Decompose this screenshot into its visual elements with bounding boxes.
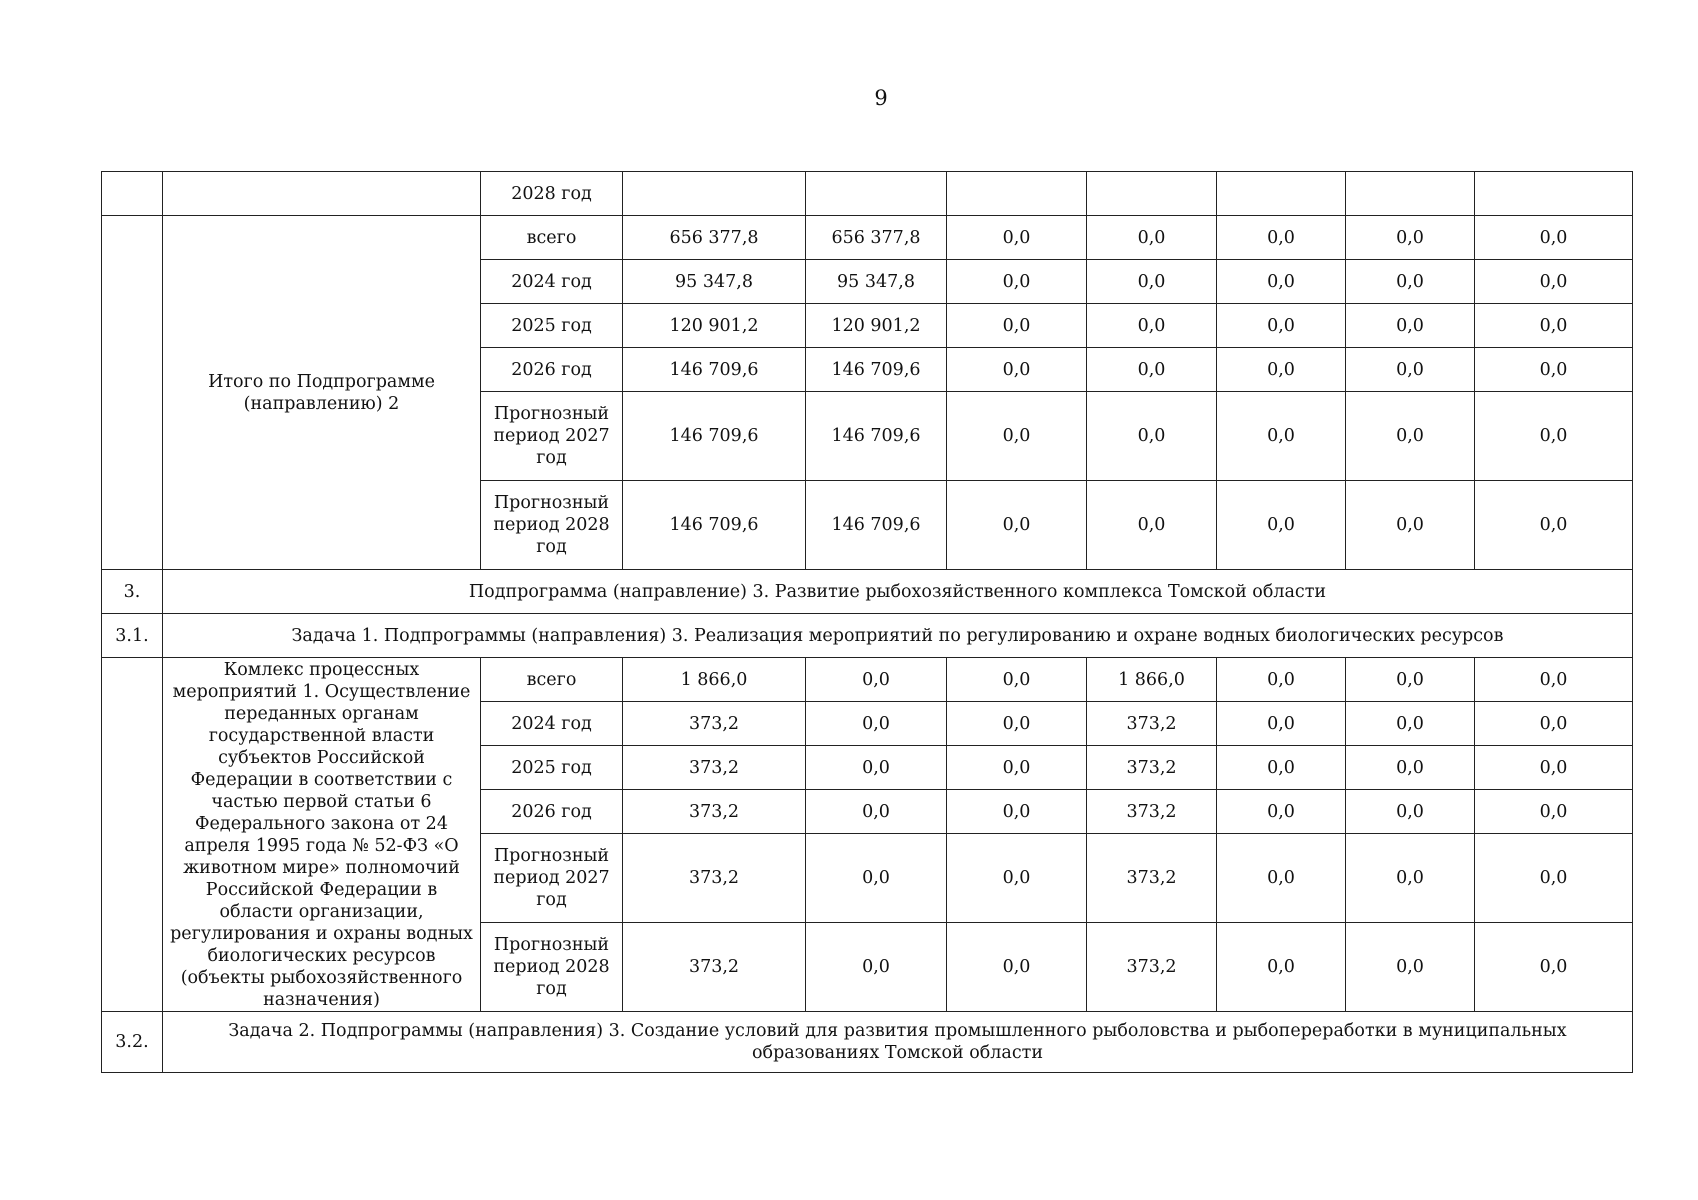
row-number-cell bbox=[102, 658, 163, 1012]
row-number-cell: 3.1. bbox=[102, 614, 163, 658]
value-cell: 0,0 bbox=[1346, 260, 1475, 304]
value-cell: 0,0 bbox=[947, 392, 1087, 481]
row-number-cell: 3. bbox=[102, 570, 163, 614]
value-cell: 0,0 bbox=[1087, 260, 1217, 304]
value-cell: 0,0 bbox=[947, 746, 1087, 790]
value-cell: 0,0 bbox=[1475, 923, 1633, 1012]
period-cell: 2025 год bbox=[481, 304, 623, 348]
value-cell: 0,0 bbox=[1475, 348, 1633, 392]
value-cell: 146 709,6 bbox=[623, 348, 806, 392]
value-cell bbox=[623, 172, 806, 216]
value-cell: 0,0 bbox=[947, 481, 1087, 570]
value-cell: 373,2 bbox=[623, 702, 806, 746]
value-cell: 656 377,8 bbox=[806, 216, 947, 260]
value-cell: 373,2 bbox=[623, 923, 806, 1012]
value-cell: 0,0 bbox=[1217, 834, 1346, 923]
value-cell: 0,0 bbox=[1217, 216, 1346, 260]
value-cell: 373,2 bbox=[623, 746, 806, 790]
value-cell: 0,0 bbox=[947, 923, 1087, 1012]
value-cell: 0,0 bbox=[947, 702, 1087, 746]
value-cell: 0,0 bbox=[1217, 790, 1346, 834]
value-cell: 0,0 bbox=[1475, 746, 1633, 790]
value-cell: 373,2 bbox=[1087, 702, 1217, 746]
value-cell: 0,0 bbox=[1087, 304, 1217, 348]
value-cell: 0,0 bbox=[1346, 348, 1475, 392]
value-cell bbox=[1087, 172, 1217, 216]
value-cell bbox=[947, 172, 1087, 216]
value-cell: 0,0 bbox=[1217, 260, 1346, 304]
value-cell bbox=[806, 172, 947, 216]
value-cell: 0,0 bbox=[1217, 481, 1346, 570]
value-cell: 0,0 bbox=[947, 304, 1087, 348]
row-number-cell: 3.2. bbox=[102, 1012, 163, 1073]
value-cell: 0,0 bbox=[1475, 658, 1633, 702]
value-cell: 0,0 bbox=[1346, 481, 1475, 570]
value-cell: 0,0 bbox=[806, 834, 947, 923]
value-cell: 373,2 bbox=[1087, 746, 1217, 790]
value-cell: 0,0 bbox=[1475, 392, 1633, 481]
period-cell: всего bbox=[481, 658, 623, 702]
period-cell: Прогнозный период 2028 год bbox=[481, 481, 623, 570]
value-cell: 0,0 bbox=[1346, 702, 1475, 746]
value-cell: 0,0 bbox=[1087, 392, 1217, 481]
period-cell: Прогнозный период 2027 год bbox=[481, 834, 623, 923]
table-row bbox=[102, 614, 1633, 658]
period-cell: 2026 год bbox=[481, 348, 623, 392]
value-cell: 0,0 bbox=[1217, 304, 1346, 348]
value-cell: 0,0 bbox=[1346, 304, 1475, 348]
value-cell: 0,0 bbox=[1217, 392, 1346, 481]
value-cell: 373,2 bbox=[1087, 834, 1217, 923]
value-cell: 0,0 bbox=[947, 790, 1087, 834]
period-cell: 2026 год bbox=[481, 790, 623, 834]
value-cell: 0,0 bbox=[1475, 702, 1633, 746]
table-row bbox=[102, 570, 1633, 614]
value-cell: 120 901,2 bbox=[806, 304, 947, 348]
value-cell: 0,0 bbox=[1087, 348, 1217, 392]
value-cell: 0,0 bbox=[1217, 923, 1346, 1012]
value-cell: 0,0 bbox=[1346, 216, 1475, 260]
value-cell: 373,2 bbox=[623, 790, 806, 834]
value-cell: 0,0 bbox=[1087, 481, 1217, 570]
value-cell: 0,0 bbox=[1346, 834, 1475, 923]
description-cell: Комлекс процессных мероприятий 1. Осуществление переданных органам государственной власти субъектов Российской Федерации в соответствии с частью первой статьи 6 Федерального закона от 24 апреля 1995 года № 52-ФЗ «О животном мире» полномочий Российской Федерации в области организации, регулирования и охраны водных биологических ресурсов (объекты рыбохозяйственного назначения) bbox=[163, 658, 481, 1012]
value-cell: 0,0 bbox=[1475, 260, 1633, 304]
value-cell: 0,0 bbox=[1217, 702, 1346, 746]
value-cell: 0,0 bbox=[947, 216, 1087, 260]
value-cell bbox=[1475, 172, 1633, 216]
value-cell: 0,0 bbox=[947, 348, 1087, 392]
value-cell: 0,0 bbox=[1346, 392, 1475, 481]
value-cell: 373,2 bbox=[623, 834, 806, 923]
value-cell: 0,0 bbox=[1217, 746, 1346, 790]
description-cell: Итого по Подпрограмме (направлению) 2 bbox=[163, 216, 481, 570]
value-cell: 373,2 bbox=[1087, 923, 1217, 1012]
value-cell: 0,0 bbox=[947, 834, 1087, 923]
value-cell: 0,0 bbox=[1475, 790, 1633, 834]
section-heading: Задача 1. Подпрограммы (направления) 3. Реализация мероприятий по регулированию и охране водных биологических ресурсов bbox=[163, 614, 1633, 658]
value-cell: 1 866,0 bbox=[1087, 658, 1217, 702]
period-cell: 2028 год bbox=[481, 172, 623, 216]
value-cell: 0,0 bbox=[1475, 216, 1633, 260]
period-cell: Прогнозный период 2027 год bbox=[481, 392, 623, 481]
value-cell: 656 377,8 bbox=[623, 216, 806, 260]
value-cell: 146 709,6 bbox=[806, 481, 947, 570]
value-cell: 0,0 bbox=[1346, 658, 1475, 702]
budget-table bbox=[101, 171, 1633, 1073]
value-cell: 0,0 bbox=[1475, 481, 1633, 570]
period-cell: 2024 год bbox=[481, 702, 623, 746]
value-cell: 146 709,6 bbox=[806, 392, 947, 481]
value-cell: 0,0 bbox=[947, 260, 1087, 304]
value-cell: 0,0 bbox=[1475, 304, 1633, 348]
value-cell: 0,0 bbox=[1346, 923, 1475, 1012]
table-row bbox=[102, 658, 1633, 702]
period-cell: 2025 год bbox=[481, 746, 623, 790]
value-cell: 373,2 bbox=[1087, 790, 1217, 834]
value-cell: 120 901,2 bbox=[623, 304, 806, 348]
value-cell: 0,0 bbox=[1087, 216, 1217, 260]
period-cell: Прогнозный период 2028 год bbox=[481, 923, 623, 1012]
table-row bbox=[102, 1012, 1633, 1073]
value-cell: 0,0 bbox=[806, 790, 947, 834]
value-cell: 146 709,6 bbox=[623, 392, 806, 481]
value-cell: 0,0 bbox=[1217, 658, 1346, 702]
value-cell: 146 709,6 bbox=[623, 481, 806, 570]
row-number-cell bbox=[102, 216, 163, 570]
value-cell: 1 866,0 bbox=[623, 658, 806, 702]
value-cell: 146 709,6 bbox=[806, 348, 947, 392]
section-heading: Подпрограмма (направление) 3. Развитие рыбохозяйственного комплекса Томской области bbox=[163, 570, 1633, 614]
table-row bbox=[102, 216, 1633, 260]
section-heading: Задача 2. Подпрограммы (направления) 3. Создание условий для развития промышленного рыболовства и рыбопереработки в муниципальных образованиях Томской области bbox=[163, 1012, 1633, 1073]
value-cell: 0,0 bbox=[806, 658, 947, 702]
description-cell bbox=[163, 172, 481, 216]
value-cell: 0,0 bbox=[1475, 834, 1633, 923]
period-cell: всего bbox=[481, 216, 623, 260]
value-cell: 0,0 bbox=[806, 746, 947, 790]
row-number-cell bbox=[102, 172, 163, 216]
value-cell: 0,0 bbox=[947, 658, 1087, 702]
value-cell: 0,0 bbox=[1346, 790, 1475, 834]
value-cell: 0,0 bbox=[806, 923, 947, 1012]
value-cell: 95 347,8 bbox=[623, 260, 806, 304]
value-cell bbox=[1346, 172, 1475, 216]
value-cell: 0,0 bbox=[1346, 746, 1475, 790]
value-cell: 0,0 bbox=[1217, 348, 1346, 392]
table-row bbox=[102, 172, 1633, 216]
value-cell: 95 347,8 bbox=[806, 260, 947, 304]
period-cell: 2024 год bbox=[481, 260, 623, 304]
value-cell: 0,0 bbox=[806, 702, 947, 746]
page-number: 9 bbox=[874, 86, 888, 110]
value-cell bbox=[1217, 172, 1346, 216]
